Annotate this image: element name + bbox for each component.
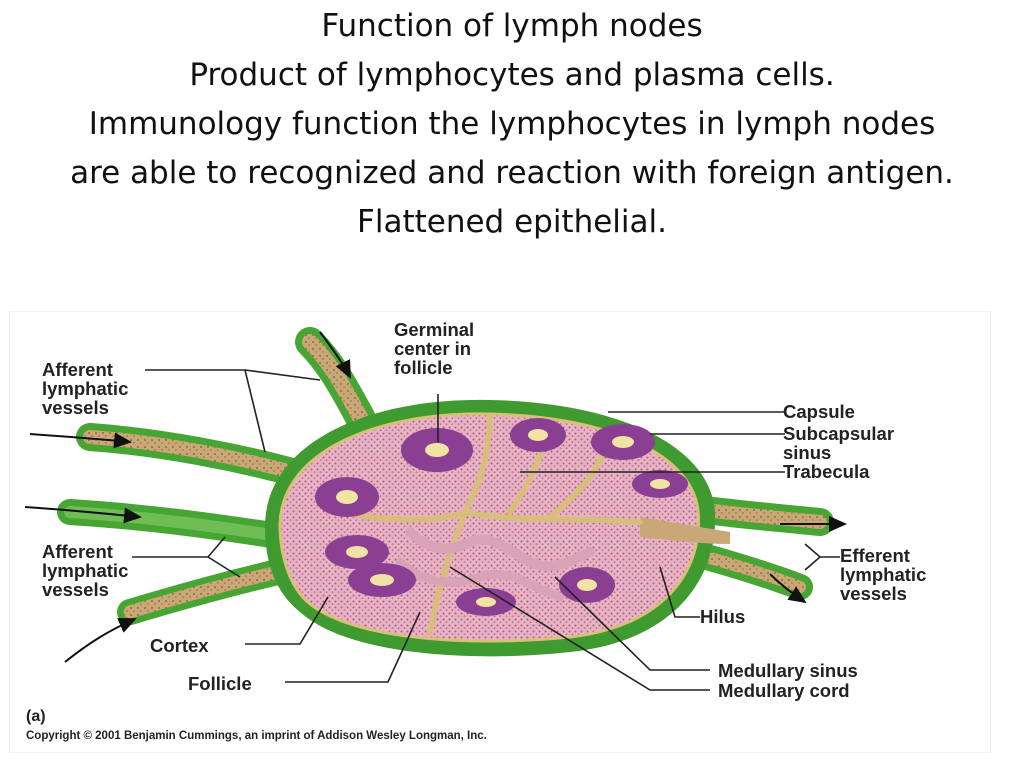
title-line-3: Immunology function the lymphocytes in lymph nodes <box>88 106 936 142</box>
label-afferent-top: Afferent lymphatic vessels <box>42 359 129 418</box>
label-trabecula: Trabecula <box>783 461 870 482</box>
label-medullary-sinus: Medullary sinus <box>718 660 858 681</box>
title-line-1: Function of lymph nodes <box>321 8 703 44</box>
panel-letter: (a) <box>26 708 46 725</box>
label-medullary-cord: Medullary cord <box>718 680 850 701</box>
label-follicle: Follicle <box>188 673 252 694</box>
lymph-node-figure <box>10 312 990 752</box>
title-line-4: are able to recognized and reaction with foreign antigen. <box>70 155 954 191</box>
label-afferent-bottom: Afferent lymphatic vessels <box>42 541 129 600</box>
label-hilus: Hilus <box>700 606 746 627</box>
title-line-2: Product of lymphocytes and plasma cells. <box>189 57 835 93</box>
label-efferent: Efferent lymphatic vessels <box>840 545 927 604</box>
title-line-5: Flattened epithelial. <box>357 204 667 240</box>
slide-title <box>0 2 1024 247</box>
label-germinal-center: Germinal center in follicle <box>394 319 475 378</box>
label-cortex: Cortex <box>150 635 209 656</box>
lymph-node-body <box>265 400 730 656</box>
label-capsule: Capsule <box>783 401 855 422</box>
copyright-notice: Copyright © 2001 Benjamin Cummings, an imprint of Addison Wesley Longman, Inc. <box>26 730 487 742</box>
label-subcapsular-sinus: Subcapsular sinus <box>783 423 895 463</box>
